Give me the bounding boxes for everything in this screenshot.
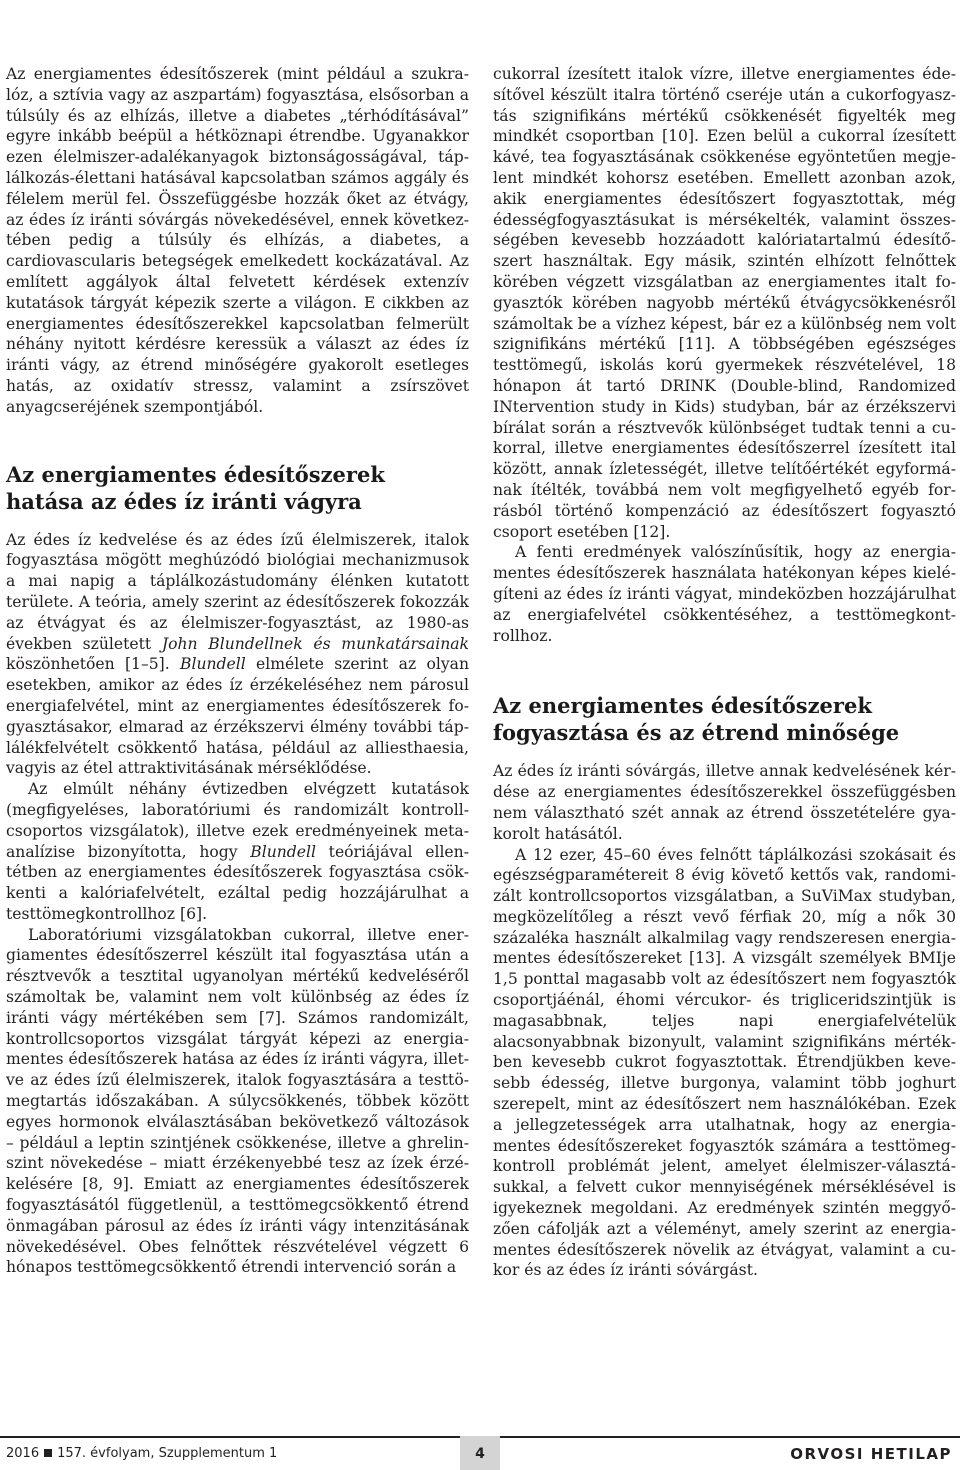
issue-info xyxy=(6,1446,277,1462)
intro-paragraph: Az energiamentes édesítőszerek (mint például a szukralóz, a sztívia vagy az aszpartám) fogyasztása, elsősorban a túlsúly és az elhízás, illetve a diabetes „térhódításával” egyre inkább beépül a hétköznapi étrendbe. Ugyanakkor ezen élelmiszer-adalékanyagok biztonságosságával, táplálkozás-élettani hatásával kapcsolatban számos aggály és félelem merül fel. Összefüggésbe hozzák őket az étvágy, az édes íz iránti sóvárgás növekedésével, ennek következtében pedig a túlsúly és elhízás, a diabetes, a cardiovascularis betegségek emelkedett kockázatával. Az említett aggályok által felvetett kérdések extenzív kutatások tárgyát képezik szerte a világon. E cikkben az energiamentes édesítőszerekkel kapcsolatban felmerült néhány nyitott kérdésre keressük a választ az édes íz iránti vágy, az étrend minőségére gyakorolt esetleges hatás, az oxidatív stressz, valamint a zsírszövet anyagcseréjének szempontjából. xyxy=(6,65,469,416)
journal-name: ORVOSI HETILAP xyxy=(790,1445,952,1463)
section1-p1-text-a: Az édes íz kedvelése és az édes ízű élelmiszerek, italok fogyasztása mögött meghúzódó biológiai mechanizmusok a mai napig a táplálkozástudomány élénken kutatott területe. A teória, amely szerint az édesítőszerek fokozzák az étvágyat és az élelmiszer-fogyasztást, az 1980-as években született xyxy=(6,530,469,653)
section1-p2-text-b: teóriájával ellentétben az energiamentes édesítőszerek fogyasztása csökkenti a kalóriafelvételt, ezáltal pedig hozzájárulhat a testtömegkontrollhoz [6]. xyxy=(6,842,469,923)
section1-conclusion: A fenti eredmények valószínűsítik, hogy az energiamentes édesítőszerek használata hatékonyan képes kielégíteni az édes íz iránti vágyat, mindeközben hozzájárulhat az energiafelvétel csökkentéséhez, a testtömegkontrollhoz. xyxy=(493,543,956,645)
section1-paragraph-1 xyxy=(6,530,469,780)
section1-p2-text-a: Az elmúlt néhány évtizedben elvégzett kutatások (megfigyeléses, laboratóriumi és randomizált kontrollcsoportos vizsgálatok), illetve ezek eredményeinek metaanalízise bizonyította, hogy xyxy=(6,780,469,861)
page-number-box xyxy=(460,1436,500,1470)
section2-paragraph-2: A 12 ezer, 45–60 éves felnőtt táplálkozási szokásait és egészségparamétereit 8 évig követő kettős vak, randomizált kontrollcsoportos vizsgálatban, a SuViMax studyban, megközelítőleg a részt vevő férfiak 20, míg a nők 30 százaléka használt alkalmilag vagy rendszeresen energiamentes édesítőszereket [13]. A vizsgált személyek BMIje 1,5 ponttal magasabb volt az édesítőszert nem fogyasztók csoportjáénál, éhomi vércukor- és trigliceridszintjük is magasabbnak, teljes napi energiafelvételük alacsonyabbnak bizonyult, valamint szignifikáns mértékben kevesebb cukrot fogyasztottak. Étrendjükben kevesebb édesség, illetve burgonya, valamint több joghurt szerepelt, mint az édesítőszert nem használókéban. Ezek a jellegzetességek arra utalhatnak, hogy az energiamentes édesítőszereket fogyasztók számára a testtömegkontroll problémát jelent, amelyet élelmiszer-választásukkal, a felvett cukor mennyiségének mérséklésével is igyekeznek megoldani. Az eredmények szintén meggyőzően cáfolják azt a véleményt, amely szerint az energiamentes édesítőszerek növelik az étvágyat, valamint a cukor és az édes íz iránti sóvárgást. xyxy=(493,845,956,1280)
section1-p2-italic-blundell: Blundell xyxy=(250,842,316,861)
right-column xyxy=(493,64,956,1281)
section2-paragraph-1: Az édes íz iránti sóvárgás, illetve annak kedvelésének kérdése az energiamentes édesítőszerekkel összefüggésben nem választható szét annak az étrend összetételére gyakorolt hatásától. xyxy=(493,762,956,843)
square-bullet-icon xyxy=(44,1449,52,1457)
left-column xyxy=(6,64,469,1278)
section1-continuation: cukorral ízesített italok vízre, illetve energiamentes édesítővel készült italra történő cseréje után a cukorfogyasztás szignifikáns mértékű csökkenését figyelték meg mindkét csoportban [10]. Ezen belül a cukorral ízesített kávé, tea fogyasztásának csökkenése egyöntetűen megjelent mindkét kohorsz esetében. Emellett azonban azok, akik energiamentes édesítőszert fogyasztottak, még édességfogyasztásukat is mérsékelték, valamint összességében kevesebb hozzáadott kalóriatartalmú édesítőszert használtak. Egy másik, szintén elhízott felnőttek körében végzett vizsgálatban az energiamentes italt fogyasztók körében nagyobb mértékű étvágycsökkenésről számoltak be a vízhez képest, bár ez a különbség nem volt szignifikáns mértékű [11]. A többségében egészséges testtömegű, iskolás korú gyermekek részvételével, 18 hónapon át tartó DRINK (Double-blind, Randomized INtervention study in Kids) studyban, bár az érzékszervi bírálat során a résztvevők különbséget tudtak tenni a cukorral, illetve energiamentes édesítőszerrel ízesített ital között, annak ízletességét, illetve telítőértékét egyformának ítélték, továbbá nem volt megfigyelhető egyéb forrásból történő kompenzáció az édesítőszert fogyasztó csoport esetében [12]. xyxy=(493,65,956,541)
section1-paragraph-2 xyxy=(6,779,469,925)
section-heading-sweet-craving: Az energiamentes édesítőszerek hatása az édes íz iránti vágyra xyxy=(6,461,385,514)
page-footer xyxy=(0,1436,960,1470)
issue-volume: 157. évfolyam, Szupplementum 1 xyxy=(57,1446,278,1461)
section1-p1-italic-blundell: Blundell xyxy=(180,655,246,674)
section1-p1-text-c: elmélete szerint az olyan esetekben, amikor az édes íz érzékeléséhez nem párosul energiafelvétel, mint az energiamentes édesítőszerek fogyasztásakor, elmarad az érzékszervi élmény további táplálékfelvételt csökkentő hatása, például az alliesthaesia, vagyis az étel attraktivitásának mérséklődése. xyxy=(6,655,469,778)
section1-paragraph-3: Laboratóriumi vizsgálatokban cukorral, illetve energiamentes édesítőszerrel készült ital fogyasztása után a résztvevők a tesztital ugyanolyan mértékű kedveléséről számoltak be, valamint nem volt különbség az édes íz iránti vágy mértékében sem [7]. Számos randomizált, kontrollcsoportos vizsgálat tárgyát képezi az energiamentes édesítőszerek hatása az édes íz iránti vágyra, illetve az édes ízű élelmiszerek, italok fogyasztására a testtömegtartás időszakában. A súlycsökkenés, többek között egyes hormonok elválasztásában bekövetkező változások – például a leptin szintjének csökkenése, illetve a ghrelinszint növekedése – miatt érzékenyebbé tesz az ízek érzékelésére [8, 9]. Emiatt az energiamentes édesítőszerek fogyasztásától függetlenül, a testtömegcsökkentő étrend önmagában párosul az édes íz iránti vágy intenzitásának növekedésével. Obes felnőttek részvételével végzett 6 hónapos testtömegcsökkentő étrendi intervenció során a xyxy=(6,925,469,1277)
section1-p1-text-b: köszönhetően [1–5]. xyxy=(6,655,180,674)
issue-year: 2016 xyxy=(6,1446,40,1461)
page-number: 4 xyxy=(475,1446,485,1462)
section1-p1-italic-authors: John Blundellnek és munkatársainak xyxy=(161,634,469,653)
section-heading-diet-quality: Az energiamentes édesítőszerek fogyasztása és az étrend minősége xyxy=(493,693,900,746)
